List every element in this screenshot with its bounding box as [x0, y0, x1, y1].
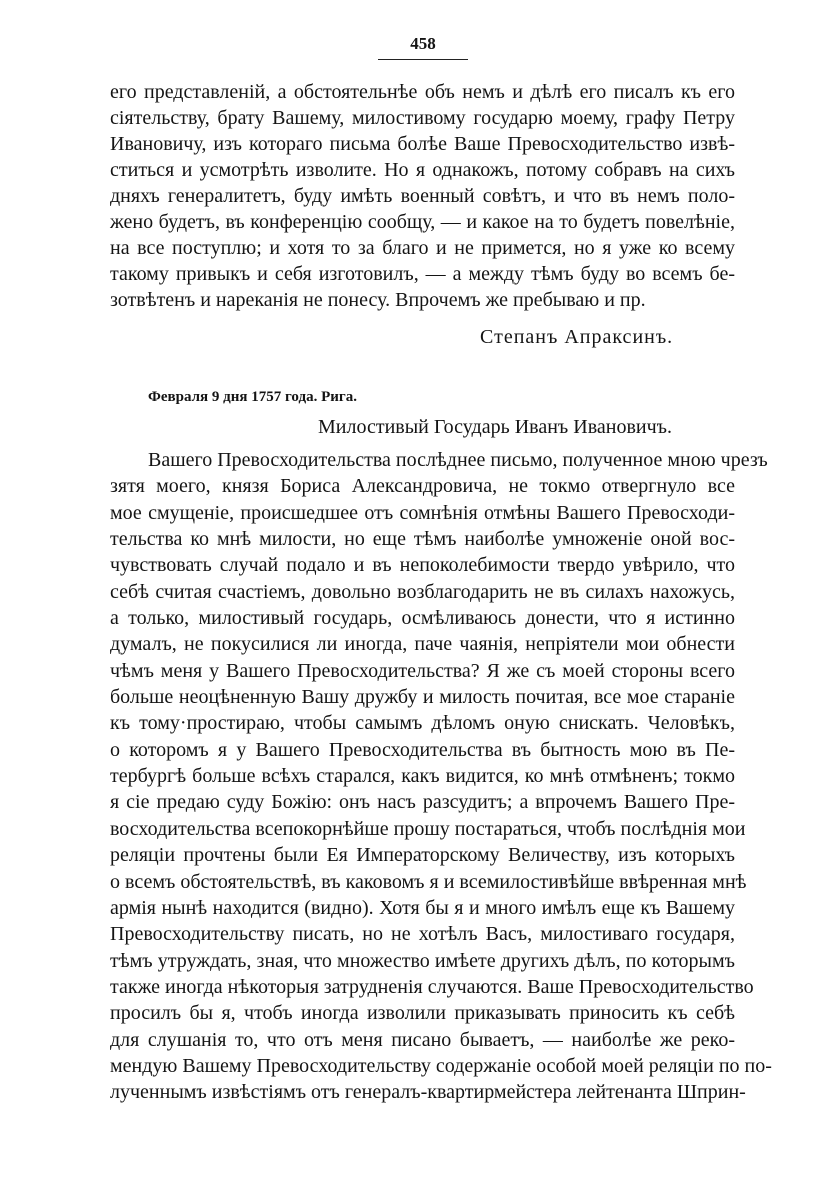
text-line: о которомъ я у Вашего Превосходительства въ бытность мою въ Пе- [110, 738, 735, 761]
text-line: о всемъ обстоятельствѣ, въ каковомъ я и всемилостивѣйше ввѣренная мнѣ [110, 870, 747, 893]
text-line: просилъ бы я, чтобъ иногда изволили приказывать приносить къ себѣ [110, 1002, 735, 1025]
page-number: 458 [410, 34, 436, 53]
text-line: чѣмъ меня у Вашего Превосходительства? Я же съ моей стороны всего [110, 659, 735, 682]
text-line: а только, милостивый государь, осмѣливаюсь донести, что я истинно [110, 607, 735, 630]
salutation: Милостивый Государь Иванъ Ивановичъ. [318, 416, 672, 438]
text-line: Превосходительству писать, но не хотѣлъ Васъ, милостиваго государя, [110, 923, 735, 946]
letter-date: Февраля 9 дня 1757 года. Рига. [148, 389, 357, 405]
signature: Степанъ Апраксинъ. [480, 326, 674, 348]
text-line: реляціи прочтены были Ея Императорскому Величеству, изъ которыхъ [110, 844, 735, 867]
text-line: чувствовать случай подало и въ непоколебимости твердо увѣрило, что [110, 554, 735, 577]
text-line: зятя моего, князя Бориса Александровича, не токмо отвергнуло все [110, 475, 735, 498]
text-line: думалъ, не покусилися ли иногда, паче чаянія, непріятели мои обнести [110, 633, 735, 656]
text-line: на все поступлю; и хотя то за благо и не примется, но я уже ко всему [110, 237, 735, 259]
text-line: тербургѣ больше всѣхъ старался, какъ видится, ко мнѣ отмѣненъ; токмо [110, 765, 735, 788]
text-line: ститься и усмотрѣть изволите. Но я однакожъ, потому собравъ на сихъ [110, 159, 735, 181]
text-line: тѣмъ утруждать, зная, что множество имѣете другихъ дѣлъ, по которымъ [110, 949, 735, 972]
text-line: для слушанія то, что отъ меня писано бываетъ, — наиболѣе же реко- [110, 1028, 735, 1051]
text-line: сіятельству, брату Вашему, милостивому государю моему, графу Петру [110, 107, 735, 129]
text-line: такому привыкъ и себя изготовилъ, — а между тѣмъ буду во всемъ бе- [110, 263, 735, 285]
text-line: тельства ко мнѣ милости, но еще тѣмъ наиболѣе умноженіе оной вос- [110, 528, 735, 551]
text-line: жено будетъ, въ конференцію сообщу, — и какое на то будетъ повелѣніе, [110, 211, 735, 233]
text-line: также иногда нѣкоторыя затрудненія случаются. Ваше Превосходительство [110, 975, 754, 998]
text-line: къ тому·простираю, чтобы самымъ дѣломъ оную снискать. Человѣкъ, [110, 712, 735, 735]
text-line: Ивановичу, изъ котораго письма болѣе Ваше Превосходительство извѣ- [110, 133, 735, 155]
text-line: себѣ считая счастіемъ, довольно возблагодарить не въ силахъ нахожусь, [110, 580, 735, 603]
text-line: Вашего Превосходительства послѣднее письмо, полученное мною чрезъ [148, 449, 768, 471]
text-line: я сіе предаю суду Божію: онъ насъ разсудитъ; а впрочемъ Вашего Пре- [110, 791, 735, 814]
letter-body-paragraph [110, 447, 772, 1106]
letter-continuation-text [110, 79, 735, 313]
text-line: лученнымъ извѣстіямъ отъ генералъ-квартирмейстера лейтенанта Шприн- [110, 1081, 746, 1104]
text-line: армія нынѣ находится (видно). Хотя бы я и много имѣлъ еще къ Вашему [110, 896, 735, 919]
text-line: больше неоцѣненную Вашу дружбу и милость почитая, все мое стараніе [110, 686, 735, 709]
text-line: мендую Вашему Превосходительству содержаніе особой моей реляціи по по- [110, 1054, 772, 1077]
page-number-rule [378, 59, 468, 60]
text-line: зотвѣтенъ и нареканія не понесу. Впрочемъ же пребываю и пр. [110, 289, 646, 311]
text-line: его представленій, а обстоятельнѣе объ немъ и дѣлѣ его писалъ къ его [110, 81, 735, 103]
text-line: мое смущеніе, происшедшее отъ сомнѣнія отмѣны Вашего Превосходи- [110, 501, 735, 524]
text-line: дняхъ генералитетъ, буду имѣть военный совѣтъ, и что въ немъ поло- [110, 185, 735, 207]
text-line: восходительства всепокорнѣйше прошу постараться, чтобъ послѣднія мои [110, 817, 746, 840]
